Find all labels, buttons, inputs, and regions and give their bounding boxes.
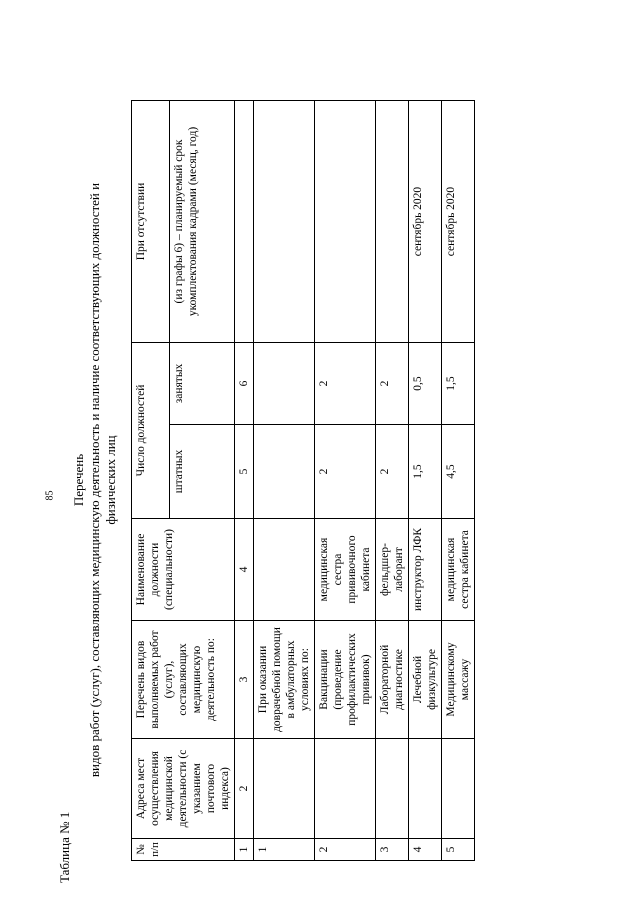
header-num: № п/п <box>132 839 235 861</box>
cell-num: 3 <box>376 839 409 861</box>
cell-position: медицинская сестра кабинета <box>442 519 475 621</box>
index-cell: 1 <box>235 839 254 861</box>
cell-num: 2 <box>315 839 376 861</box>
cell-staff: 2 <box>376 425 409 519</box>
page-number: 85 <box>44 490 56 501</box>
cell-position: фельдшер-лаборант <box>376 519 409 621</box>
header-count-group: Число должностей <box>132 343 170 519</box>
cell-work: Вакцинации (проведение профилактических прививок) <box>315 621 376 739</box>
table-row <box>315 101 376 861</box>
header-planned: (из графы 6) – планируемый срок укомплектования кадрами (месяц, год) <box>169 101 234 343</box>
cell-address <box>315 739 376 839</box>
index-cell: 3 <box>235 621 254 739</box>
cell-address <box>254 739 315 839</box>
cell-staff: 2 <box>315 425 376 519</box>
cell-work: При оказании доврачебной помощи в амбулаторных условиях по: <box>254 621 315 739</box>
title-line-1: Перечень <box>71 453 86 507</box>
cell-position <box>254 519 315 621</box>
cell-occupied: 2 <box>315 343 376 425</box>
cell-occupied: 0,5 <box>409 343 442 425</box>
table-row <box>376 101 409 861</box>
cell-staff: 4,5 <box>442 425 475 519</box>
cell-num: 4 <box>409 839 442 861</box>
cell-position: медицинская сестра прививочного кабинета <box>315 519 376 621</box>
document-title <box>71 55 119 905</box>
cell-num: 1 <box>254 839 315 861</box>
positions-table <box>131 100 475 861</box>
cell-num: 5 <box>442 839 475 861</box>
cell-work: Лабораторной диагностике <box>376 621 409 739</box>
table-label: Таблица № 1 <box>57 811 72 883</box>
header-occupied: занятых <box>169 343 234 425</box>
title-line-2: видов работ (услуг), составляющих медицинскую деятельность и наличие соответствующих должностей и <box>87 182 102 778</box>
index-cell: 5 <box>235 425 254 519</box>
header-position: Наименование должности (специальности) <box>132 519 235 621</box>
header-row-1 <box>132 101 170 861</box>
cell-work: Медицинскому массажу <box>442 621 475 739</box>
header-address: Адреса мест осуществления медицинской деятельности (с указанием почтового индекса) <box>132 739 235 839</box>
cell-planned: сентябрь 2020 <box>409 101 442 343</box>
cell-occupied <box>254 343 315 425</box>
cell-position: инструктор ЛФК <box>409 519 442 621</box>
index-cell: 4 <box>235 519 254 621</box>
cell-address <box>442 739 475 839</box>
cell-planned <box>254 101 315 343</box>
header-absence: При отсутствии <box>132 101 170 343</box>
cell-staff <box>254 425 315 519</box>
title-line-3: физических лиц <box>103 435 118 525</box>
cell-staff: 1,5 <box>409 425 442 519</box>
cell-planned <box>376 101 409 343</box>
index-row <box>235 101 254 861</box>
cell-planned <box>315 101 376 343</box>
cell-work: Лечебной физкультуре <box>409 621 442 739</box>
cell-occupied: 1,5 <box>442 343 475 425</box>
rotated-content <box>53 55 593 905</box>
index-cell <box>235 101 254 343</box>
header-work: Перечень видов выполняемых работ (услуг), составляющих медицинскую деятельность по: <box>132 621 235 739</box>
cell-occupied: 2 <box>376 343 409 425</box>
cell-planned: сентябрь 2020 <box>442 101 475 343</box>
table-row <box>409 101 442 861</box>
table-row <box>442 101 475 861</box>
index-cell: 6 <box>235 343 254 425</box>
cell-address <box>409 739 442 839</box>
cell-address <box>376 739 409 839</box>
header-staff: штатных <box>169 425 234 519</box>
table-row <box>254 101 315 861</box>
index-cell: 2 <box>235 739 254 839</box>
